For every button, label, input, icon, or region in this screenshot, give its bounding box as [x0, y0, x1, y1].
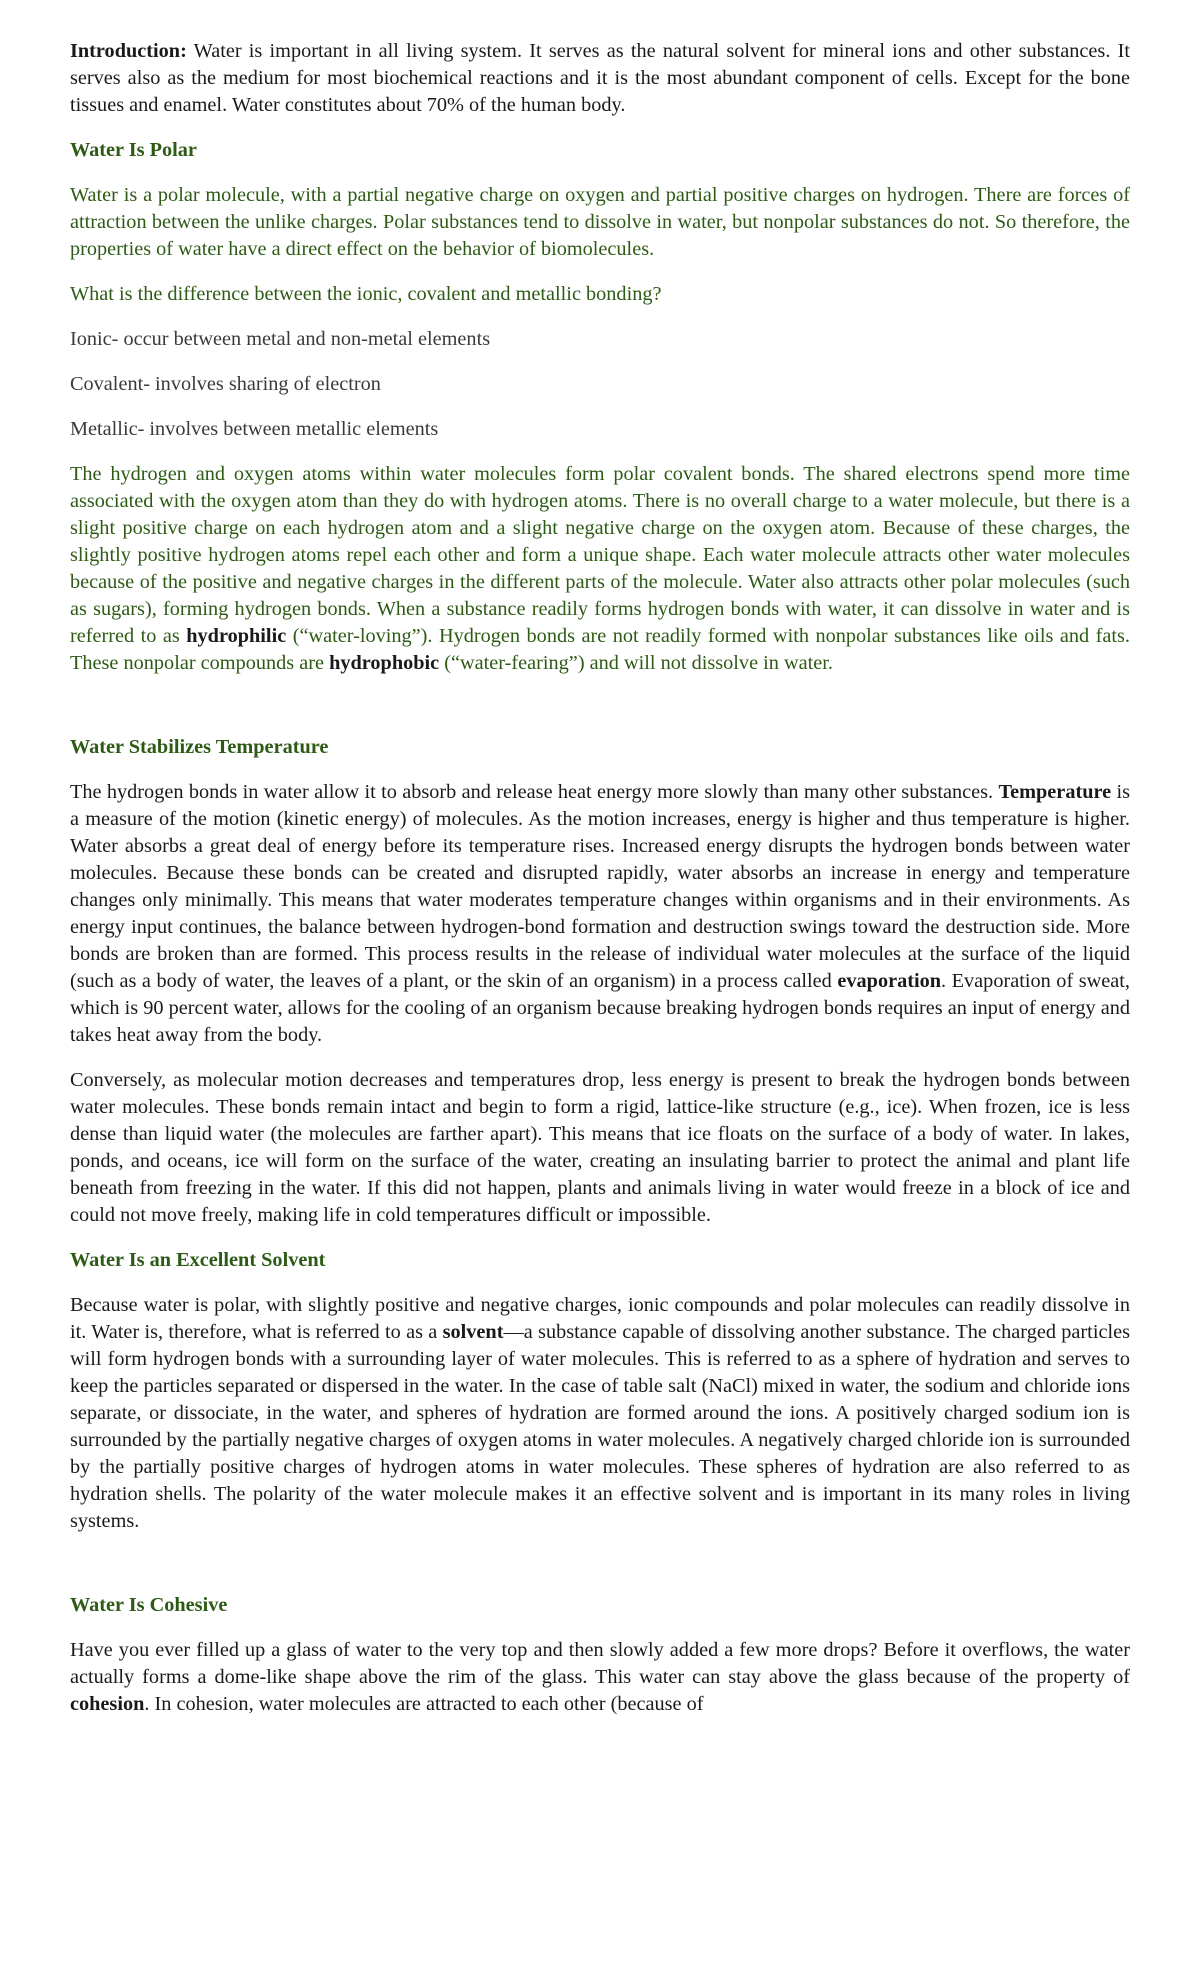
intro-label: Introduction: — [70, 40, 187, 62]
polar-paragraph-1: Water is a polar molecule, with a partial negative charge on oxygen and partial positive charges on hydrogen. There are forces of attraction between the unlike charges. Polar substances tend to dissolve in water, but nonpolar substances do not. So therefore, the properties of water have a direct effect on the behavior of biomolecules. — [70, 184, 1130, 260]
document-page — [70, 38, 1130, 1718]
ionic-bond-item: Ionic- occur between metal and non-metal elements — [70, 328, 491, 350]
solvent-paragraph-1 — [70, 1292, 1130, 1535]
term-solvent: solvent — [442, 1321, 504, 1343]
bonding-question: What is the difference between the ionic, covalent and metallic bonding? — [70, 283, 662, 305]
cohesive-paragraph-1 — [70, 1637, 1130, 1718]
heading-water-is-polar: Water Is Polar — [70, 139, 197, 161]
term-temperature: Temperature — [998, 781, 1112, 803]
polar-paragraph-2 — [70, 461, 1130, 677]
term-hydrophobic: hydrophobic — [329, 652, 440, 674]
solvent-p1-part-a: Because water is polar, with slightly positive and negative charges, ionic compounds and polar molecules can readily dissolve in it. Water is, therefore, what is referred to as a — [70, 1294, 1130, 1343]
cohesive-p1-part-b: . In cohesion, water molecules are attracted to each other (because of — [144, 1693, 704, 1715]
cohesive-p1-part-a: Have you ever filled up a glass of water to the very top and then slowly added a few more drops? Before it overflows, the water actually forms a dome-like shape above the rim of the glass. This water can stay above the glass because of the property of — [70, 1639, 1130, 1688]
metallic-bond-item: Metallic- involves between metallic elements — [70, 418, 439, 440]
term-cohesion: cohesion — [70, 1693, 145, 1715]
polar-p2-part-c: (“water-fearing”) and will not dissolve in water. — [439, 652, 833, 674]
covalent-bond-item: Covalent- involves sharing of electron — [70, 373, 381, 395]
temperature-paragraph-2: Conversely, as molecular motion decreases and temperatures drop, less energy is present to break the hydrogen bonds between water molecules. These bonds remain intact and begin to form a rigid, lattice-like structure (e.g., ice). When frozen, ice is less dense than liquid water (the molecules are farther apart). This means that ice floats on the surface of a body of water. In lakes, ponds, and oceans, ice will form on the surface of the water, creating an insulating barrier to protect the animal and plant life beneath from freezing in the water. If this did not happen, plants and animals living in water would freeze in a block of ice and could not move freely, making life in cold temperatures difficult or impossible. — [70, 1069, 1130, 1226]
solvent-p1-part-b: —a substance capable of dissolving another substance. The charged particles will form hydrogen bonds with a surrounding layer of water molecules. This is referred to as a sphere of hydration and serves to keep the particles separated or dispersed in the water. In the case of table salt (NaCl) mixed in water, the sodium and chloride ions separate, or dissociate, in the water, and spheres of hydration are formed around the ions. A positively charged sodium ion is surrounded by the partially negative charges of oxygen atoms in water molecules. A negatively charged chloride ion is surrounded by the partially positive charges of hydrogen atoms in water molecules. These spheres of hydration are also referred to as hydration shells. The polarity of the water molecule makes it an effective solvent and is important in its many roles in living systems. — [70, 1321, 1130, 1532]
heading-water-stabilizes-temperature: Water Stabilizes Temperature — [70, 736, 329, 758]
temp-p1-part-a: The hydrogen bonds in water allow it to absorb and release heat energy more slowly than many other substances. — [70, 781, 999, 803]
temp-p1-part-c: . Evaporation of sweat, which is 90 percent water, allows for the cooling of an organism because breaking hydrogen bonds requires an input of energy and takes heat away from the body. — [70, 970, 1130, 1046]
term-hydrophilic: hydrophilic — [186, 625, 287, 647]
polar-p2-part-b: (“water-loving”). Hydrogen bonds are not readily formed with nonpolar substances like oils and fats. These nonpolar compounds are — [70, 625, 1131, 674]
polar-p2-part-a: The hydrogen and oxygen atoms within water molecules form polar covalent bonds. The shared electrons spend more time associated with the oxygen atom than they do with hydrogen atoms. There is no overall charge to a water molecule, but there is a slight positive charge on each hydrogen atom and a slight negative charge on the oxygen atom. Because of these charges, the slightly positive hydrogen atoms repel each other and form a unique shape. Each water molecule attracts other water molecules because of the positive and negative charges in the different parts of the molecule. Water also attracts other polar molecules (such as sugars), forming hydrogen bonds. When a substance readily forms hydrogen bonds with water, it can dissolve in water and is referred to as — [70, 463, 1130, 647]
intro-paragraph — [70, 38, 1130, 119]
intro-text: Water is important in all living system. It serves as the natural solvent for mineral ions and other substances. It serves also as the medium for most biochemical reactions and it is the most abundant component of cells. Except for the bone tissues and enamel. Water constitutes about 70% of the human body. — [70, 40, 1130, 116]
heading-water-is-cohesive: Water Is Cohesive — [70, 1594, 228, 1616]
temp-p1-part-b: is a measure of the motion (kinetic energy) of molecules. As the motion increases, energy is higher and thus temperature is higher. Water absorbs a great deal of energy before its temperature rises. Increased energy disrupts the hydrogen bonds between water molecules. Because these bonds can be created and disrupted rapidly, water absorbs an increase in energy and temperature changes only minimally. This means that water moderates temperature changes within organisms and in their environments. As energy input continues, the balance between hydrogen-bond formation and destruction swings toward the destruction side. More bonds are broken than are formed. This process results in the release of individual water molecules at the surface of the liquid (such as a body of water, the leaves of a plant, or the skin of an organism) in a process called — [70, 781, 1130, 992]
temperature-paragraph-1 — [70, 779, 1130, 1049]
heading-water-is-an-excellent-solvent: Water Is an Excellent Solvent — [70, 1249, 326, 1271]
term-evaporation: evaporation — [837, 970, 942, 992]
